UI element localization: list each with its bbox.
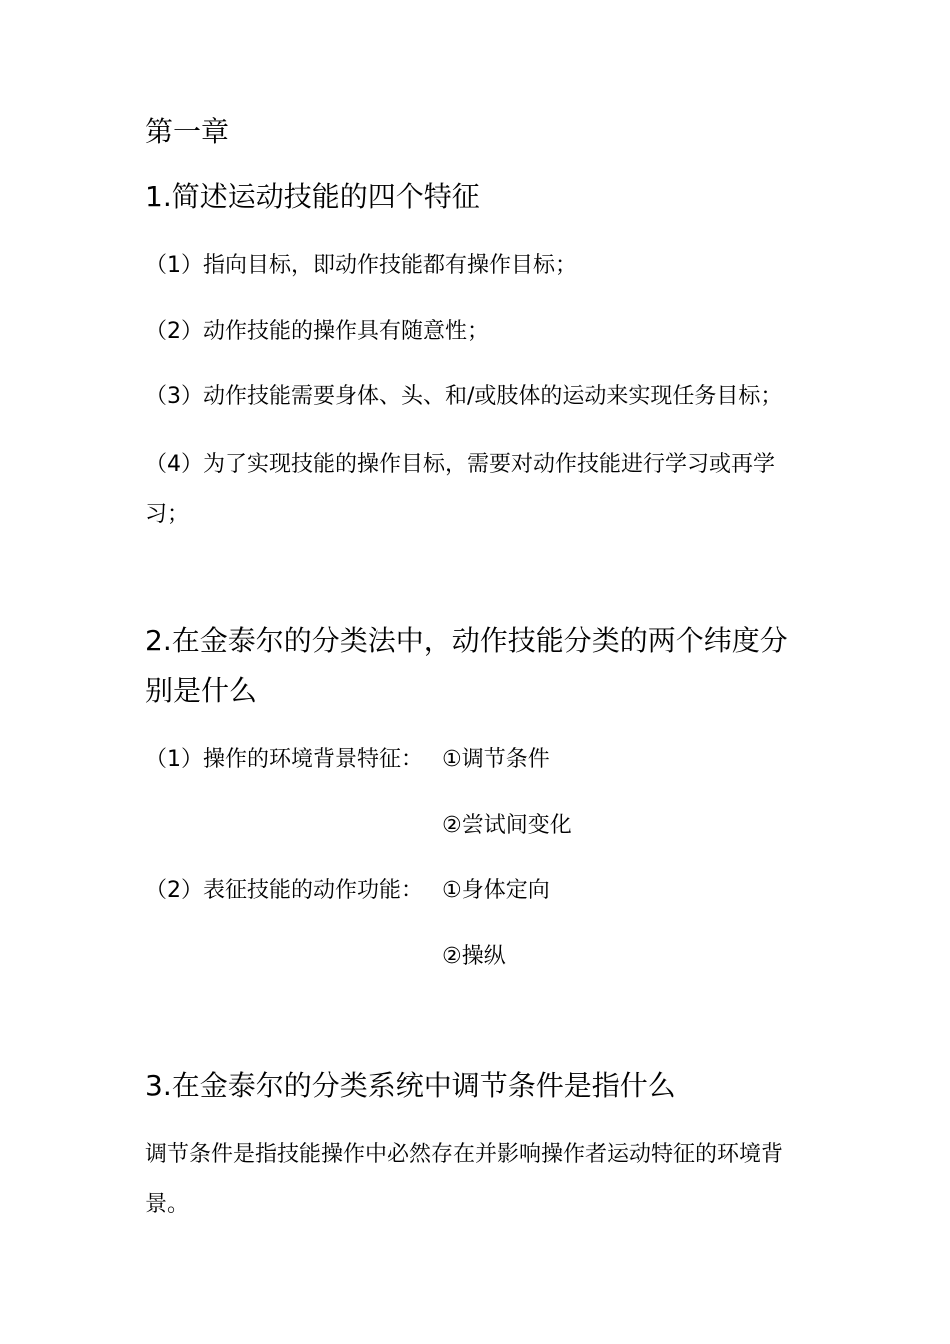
- section1-item-2: （2）动作技能的操作具有随意性；: [145, 319, 489, 344]
- section2-dimension-2-sub-1: ①身体定向: [442, 878, 550, 903]
- section3-answer: 调节条件是指技能操作中必然存在并影响操作者运动特征的环境背景。: [145, 1142, 784, 1217]
- section2-dimension-1-label: （1）操作的环境背景特征：: [145, 747, 423, 772]
- section1-item-4: （4）为了实现技能的操作目标，需要对动作技能进行学习或再学习；: [145, 452, 775, 527]
- section2-dimension-2-sub-2: ②操纵: [442, 944, 506, 969]
- section2-dimension-1-sub-2: ②尝试间变化: [442, 813, 572, 838]
- chapter-title: 第一章: [145, 115, 230, 148]
- section2-heading: 2.在金泰尔的分类法中，动作技能分类的两个纬度分别是什么: [145, 624, 788, 707]
- section1-heading: 1.简述运动技能的四个特征: [145, 180, 480, 213]
- section2-dimension-2-label: （2）表征技能的动作功能：: [145, 878, 423, 903]
- section1-item-1: （1）指向目标，即动作技能都有操作目标；: [145, 253, 577, 278]
- section2-dimension-1-sub-1: ①调节条件: [442, 747, 550, 772]
- section1-item-3: （3）动作技能需要身体、头、和/或肢体的运动来实现任务目标；: [145, 384, 783, 409]
- section3-heading: 3.在金泰尔的分类系统中调节条件是指什么: [145, 1069, 676, 1102]
